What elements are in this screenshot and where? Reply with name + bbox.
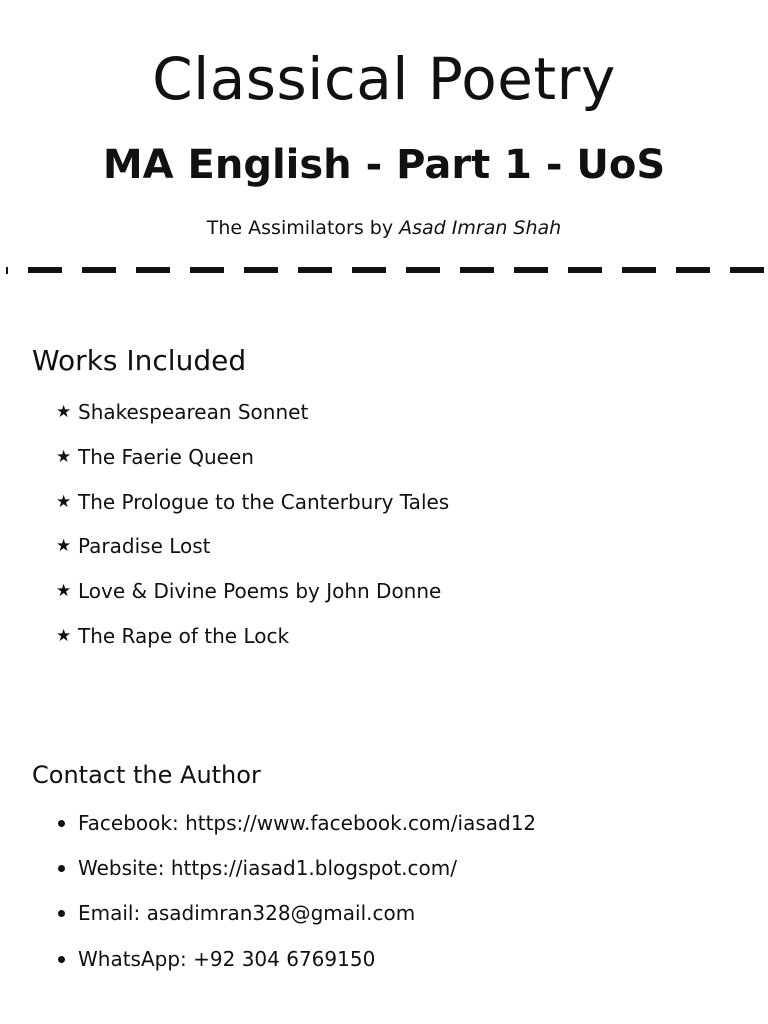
list-item [56, 531, 449, 576]
page-title: Classical Poetry [152, 45, 616, 113]
dashed-divider [0, 267, 768, 275]
contact-email[interactable]: Email: asadimran328@gmail.com [78, 901, 416, 926]
divider-dashes [28, 267, 768, 273]
contact-website[interactable]: Website: https://iasad1.blogspot.com/ [78, 856, 457, 881]
list-item [56, 576, 449, 621]
byline [0, 214, 768, 242]
star-icon: ★ [56, 446, 72, 467]
work-title: Shakespearean Sonnet [78, 400, 309, 424]
dot-icon [58, 865, 65, 872]
list-item [56, 898, 536, 943]
contact-facebook[interactable]: Facebook: https://www.facebook.com/iasad12 [78, 811, 537, 835]
works-heading: Works Included [32, 344, 247, 377]
page-subtitle: MA English - Part 1 - UoS [102, 142, 666, 188]
list-item [56, 944, 536, 989]
contact-list [56, 808, 536, 989]
dot-icon [58, 820, 65, 827]
work-title: The Faerie Queen [78, 444, 254, 469]
star-icon: ★ [56, 625, 72, 646]
contact-whatsapp[interactable]: WhatsApp: +92 304 6769150 [78, 946, 376, 971]
divider-tick [6, 267, 8, 274]
list-item [56, 853, 536, 898]
work-title: Love & Divine Poems by John Donne [78, 579, 442, 604]
work-title: The Rape of the Lock [78, 623, 290, 648]
work-title: The Prologue to the Canterbury Tales [78, 489, 450, 514]
byline-prefix: The Assimilators by [206, 217, 400, 239]
list-item [56, 808, 536, 853]
star-icon: ★ [56, 581, 72, 602]
list-item [56, 621, 449, 666]
star-icon: ★ [56, 491, 72, 512]
contact-heading: Contact the Author [32, 761, 261, 789]
list-item [56, 442, 449, 487]
list-item [56, 487, 449, 532]
byline-author: Asad Imran Shah [399, 217, 562, 239]
work-title: Paradise Lost [78, 534, 211, 559]
dot-icon [58, 910, 65, 917]
star-icon: ★ [56, 536, 72, 557]
dot-icon [58, 956, 65, 963]
works-list [56, 397, 449, 666]
star-icon: ★ [56, 402, 72, 422]
list-item [56, 397, 449, 442]
